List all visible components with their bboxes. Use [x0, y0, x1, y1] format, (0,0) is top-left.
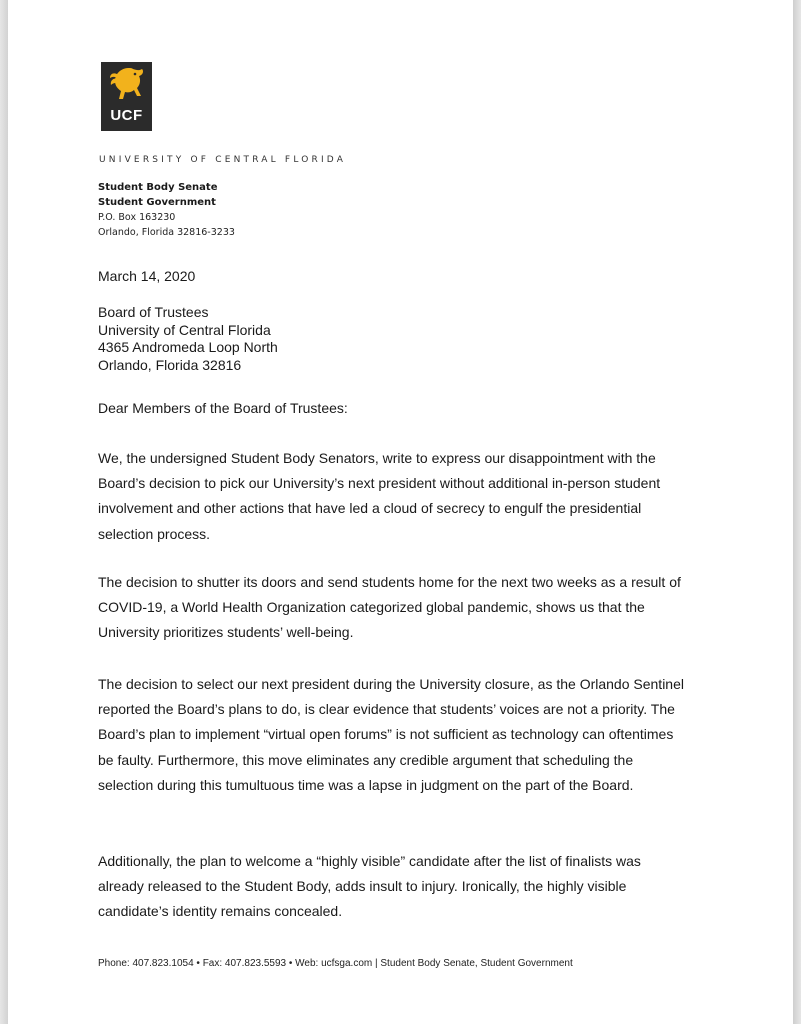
body-paragraph-1: We, the undersigned Student Body Senators, write to express our disappointment with the Board’s decision to pick our University’s next president without additional in-person student involvement and other actions that have led a cloud of secrecy to engulf the presidential selection process.: [98, 450, 661, 542]
letter-footer: Phone: 407.823.1054 • Fax: 407.823.5593 • Web: ucfsga.com | Student Body Senate, Student Government: [98, 958, 573, 969]
sender-block: [98, 180, 235, 240]
letter-date: March 14, 2020: [98, 268, 196, 284]
salutation: Dear Members of the Board of Trustees:: [98, 400, 348, 416]
recipient-line-4: Orlando, Florida 32816: [98, 356, 242, 373]
university-name: UNIVERSITY OF CENTRAL FLORIDA: [99, 155, 347, 165]
sender-line-3: P.O. Box 163230: [98, 212, 176, 223]
body-paragraph-4: Additionally, the plan to welcome a “highly visible” candidate after the list of finalists was already released to the Student Body, adds insult to injury. Ironically, the highly visible candidate’s identity remains concealed.: [98, 853, 641, 920]
sender-line-1: Student Body Senate: [98, 182, 218, 193]
body-paragraph-2: The decision to shutter its doors and send students home for the next two weeks as a result of COVID-19, a World Health Organization categorized global pandemic, shows us that the University prioritizes students’ well-being.: [98, 574, 681, 641]
recipient-block: [98, 304, 278, 374]
sender-line-4: Orlando, Florida 32816-3233: [98, 227, 235, 238]
sender-line-2: Student Government: [98, 197, 216, 208]
ucf-logo: [101, 62, 152, 131]
recipient-line-1: Board of Trustees: [98, 304, 209, 320]
body-paragraph-3: The decision to select our next president during the University closure, as the Orlando Sentinel reported the Board’s plans to do, is clear evidence that students’ voices are not a priority. The Board’s plan to implement “virtual open forums” is not sufficient as technology can oftentimes be faulty. Furthermore, this move eliminates any credible argument that scheduling the selection during this tumultuous time was a lapse in judgment on the part of the Board.: [98, 676, 684, 793]
pegasus-icon: [109, 66, 145, 104]
page-shadow-left: [0, 0, 8, 1024]
recipient-line-3: 4365 Andromeda Loop North: [98, 339, 278, 355]
page-shadow-right: [793, 0, 801, 1024]
recipient-line-2: University of Central Florida: [98, 321, 271, 338]
logo-text: UCF: [110, 107, 143, 124]
